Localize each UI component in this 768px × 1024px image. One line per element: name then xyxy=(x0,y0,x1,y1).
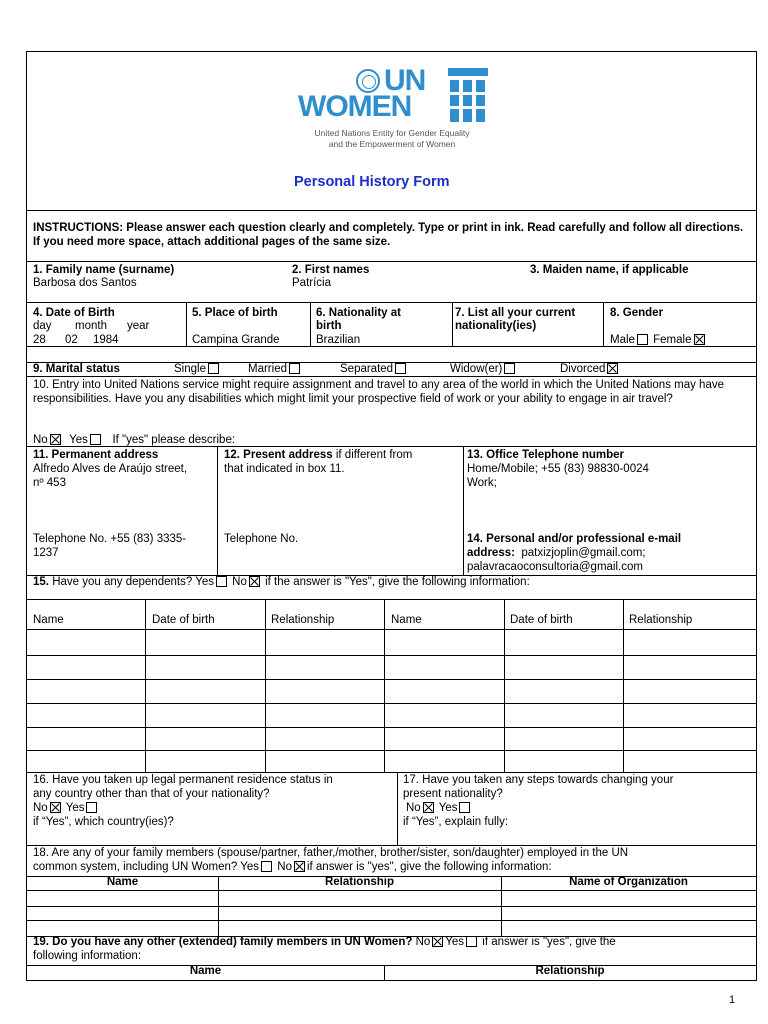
q18-question: common system, including UN Women? Yes xyxy=(33,861,260,873)
dob-month-label: month xyxy=(75,320,107,332)
q10-no-label: No xyxy=(33,434,48,446)
marital-separated xyxy=(340,363,408,375)
q17-yes-label: Yes xyxy=(438,802,458,814)
q19-yes-checkbox[interactable] xyxy=(466,936,477,947)
q16-yes-label: Yes xyxy=(65,802,85,814)
permanent-address-label: 11. Permanent address xyxy=(33,449,159,461)
page-number: 1 xyxy=(729,994,736,1006)
separated-label: Separated xyxy=(340,363,394,375)
dependents-header-relationship-2: Relationship xyxy=(629,614,693,626)
gender-label: 8. Gender xyxy=(610,307,664,319)
dependents-header-name-1: Name xyxy=(33,614,64,626)
family-name-value[interactable]: Barbosa dos Santos xyxy=(33,277,137,289)
single-checkbox[interactable] xyxy=(208,363,219,374)
q17-line-1: 17. Have you taken any steps towards changing your xyxy=(403,774,674,786)
widow-checkbox[interactable] xyxy=(504,363,515,374)
q10-describe-label: If "yes" please describe: xyxy=(112,434,236,446)
q16-yes-checkbox[interactable] xyxy=(86,802,97,813)
q18-instruction: if answer is "yes", give the following information: xyxy=(306,861,552,873)
email-value-1[interactable]: patxizjoplin@gmail.com; xyxy=(521,547,646,559)
permanent-address-value-2[interactable]: nº 453 xyxy=(33,477,66,489)
personal-history-form xyxy=(26,51,757,981)
logo-un-text: UN xyxy=(384,64,426,97)
maiden-name-label: 3. Maiden name, if applicable xyxy=(530,264,689,276)
q16-answer xyxy=(33,802,99,814)
gender-female-label: Female xyxy=(653,334,692,346)
q10-no-checkbox[interactable] xyxy=(50,434,61,445)
q17-no-label: No xyxy=(406,802,421,814)
office-telephone-label: 13. Office Telephone number xyxy=(467,449,624,461)
q17-line-2: present nationality? xyxy=(403,788,503,800)
logo-women-text: WOMEN xyxy=(298,90,412,123)
married-checkbox[interactable] xyxy=(289,363,300,374)
q19-question: 19. Do you have any other (extended) family members in UN Women? xyxy=(33,936,413,948)
q17-line-3: if “Yes”, explain fully: xyxy=(403,816,509,828)
marital-status-label: 9. Marital status xyxy=(33,363,120,375)
email-label-2: address: xyxy=(467,547,515,559)
dependents-header-relationship-1: Relationship xyxy=(271,614,335,626)
first-names-value[interactable]: Patrícia xyxy=(292,277,331,289)
q18-line-2 xyxy=(33,861,552,873)
single-label: Single xyxy=(174,363,206,375)
present-address-label-2: that indicated in box 11. xyxy=(224,463,345,475)
family-name-label: 1. Family name (surname) xyxy=(33,264,175,276)
extended-table-header-name: Name xyxy=(189,965,222,977)
q18-no-label: No xyxy=(277,861,292,873)
gender-female-checkbox[interactable] xyxy=(694,334,705,345)
q15-text xyxy=(33,576,530,588)
q18-no-checkbox[interactable] xyxy=(294,861,305,872)
q17-yes-checkbox[interactable] xyxy=(459,802,470,813)
marital-widow xyxy=(450,363,517,375)
place-of-birth-label: 5. Place of birth xyxy=(192,307,278,319)
dependents-header-dob-1: Date of birth xyxy=(152,614,215,626)
dob-year-value[interactable]: 1984 xyxy=(93,334,119,346)
work-telephone-label: Work; xyxy=(467,477,497,489)
present-address-label-rest: if different from xyxy=(332,449,413,461)
q10-yes-checkbox[interactable] xyxy=(90,434,101,445)
q10-yes-label: Yes xyxy=(69,434,88,446)
page-title: Personal History Form xyxy=(294,174,450,190)
marital-single xyxy=(174,363,221,375)
dependents-header-name-2: Name xyxy=(391,614,422,626)
q15-no-label: No xyxy=(232,576,247,588)
present-address-label-bold: 12. Present address xyxy=(224,449,333,461)
q15-instruction: if the answer is "Yes", give the following information: xyxy=(261,576,530,588)
permanent-telephone-1[interactable]: Telephone No. +55 (83) 3335- xyxy=(33,533,187,545)
q18-line-1: 18. Are any of your family members (spouse/partner, father,/mother, brother/sister, son/daughter) employed in the UN xyxy=(33,847,629,859)
instructions-text: INSTRUCTIONS: Please answer each question clearly and completely. Type or print in ink. Read carefully and follow all directions. If you need more space, attach additional pages of the same size. xyxy=(33,222,744,248)
present-telephone-label: Telephone No. xyxy=(224,533,299,545)
divorced-checkbox[interactable] xyxy=(607,363,618,374)
q15-number: 15. xyxy=(33,576,49,588)
separated-checkbox[interactable] xyxy=(395,363,406,374)
dob-label: 4. Date of Birth xyxy=(33,307,115,319)
permanent-telephone-2[interactable]: 1237 xyxy=(33,547,59,559)
q16-line-3: if “Yes”, which country(ies)? xyxy=(33,816,174,828)
home-mobile-value[interactable]: Home/Mobile; +55 (83) 98830-0024 xyxy=(467,463,649,475)
logo-subtitle-1: United Nations Entity for Gender Equality xyxy=(314,128,470,138)
permanent-address-value-1[interactable]: Alfredo Alves de Araújo street, xyxy=(33,463,188,475)
q15-question: Have you any dependents? Yes xyxy=(49,576,214,588)
present-address-label xyxy=(224,449,412,461)
dob-day-label: day xyxy=(33,320,52,332)
q16-line-1: 16. Have you taken up legal permanent residence status in xyxy=(33,774,333,786)
q16-no-label: No xyxy=(33,802,48,814)
q16-line-2: any country other than that of your nationality? xyxy=(33,788,270,800)
nationality-birth-value[interactable]: Brazilian xyxy=(316,334,361,346)
q10-text: 10. Entry into United Nations service might require assignment and travel to any area of the world in which the United Nations may have responsibilities. Have you any disabilities which might limit your prospective field of work or your ability to engage in air travel? xyxy=(33,379,724,405)
divorced-label: Divorced xyxy=(560,363,606,375)
dob-month-value[interactable]: 02 xyxy=(65,334,78,346)
q19-instruction: if answer is "yes", give the xyxy=(479,936,616,948)
widow-label: Widow(er) xyxy=(450,363,503,375)
family-table-header-name: Name xyxy=(106,876,139,888)
email-value-2[interactable]: palavracaoconsultoria@gmail.com xyxy=(467,561,643,573)
email-label: 14. Personal and/or professional e-mail xyxy=(467,533,682,545)
q15-yes-checkbox[interactable] xyxy=(216,576,227,587)
q19-no-checkbox[interactable] xyxy=(432,936,443,947)
q15-no-checkbox[interactable] xyxy=(249,576,260,587)
q18-yes-checkbox[interactable] xyxy=(261,861,272,872)
gender-male-label: Male xyxy=(610,334,635,346)
q19-line-2: following information: xyxy=(33,950,142,962)
q10-answer xyxy=(33,434,235,446)
dob-year-label: year xyxy=(127,320,150,332)
marital-divorced xyxy=(560,363,620,375)
q19-no-label: No xyxy=(415,936,431,948)
marital-status-row xyxy=(33,363,120,375)
extended-table-header-relationship: Relationship xyxy=(535,965,605,977)
first-names-label: 2. First names xyxy=(292,264,370,276)
q17-no-checkbox[interactable] xyxy=(423,802,434,813)
dob-day-value[interactable]: 28 xyxy=(33,334,46,346)
q19-yes-label: Yes xyxy=(445,936,465,948)
dependents-header-dob-2: Date of birth xyxy=(510,614,573,626)
q19-line-1 xyxy=(33,936,616,948)
logo-subtitle-2: and the Empowerment of Women xyxy=(328,139,456,149)
married-label: Married xyxy=(248,363,287,375)
marital-married xyxy=(248,363,302,375)
q17-answer xyxy=(406,802,472,814)
gender-options xyxy=(610,334,707,346)
family-table-header-organization: Name of Organization xyxy=(569,876,688,888)
place-of-birth-value[interactable]: Campina Grande xyxy=(192,334,280,346)
q16-no-checkbox[interactable] xyxy=(50,802,61,813)
email-row xyxy=(467,547,646,559)
family-table-header-relationship: Relationship xyxy=(324,876,394,888)
current-nationality-label: 7. List all your current nationality(ies) xyxy=(455,307,576,332)
gender-male-checkbox[interactable] xyxy=(637,334,648,345)
nationality-birth-label: 6. Nationality at birth xyxy=(316,307,401,332)
